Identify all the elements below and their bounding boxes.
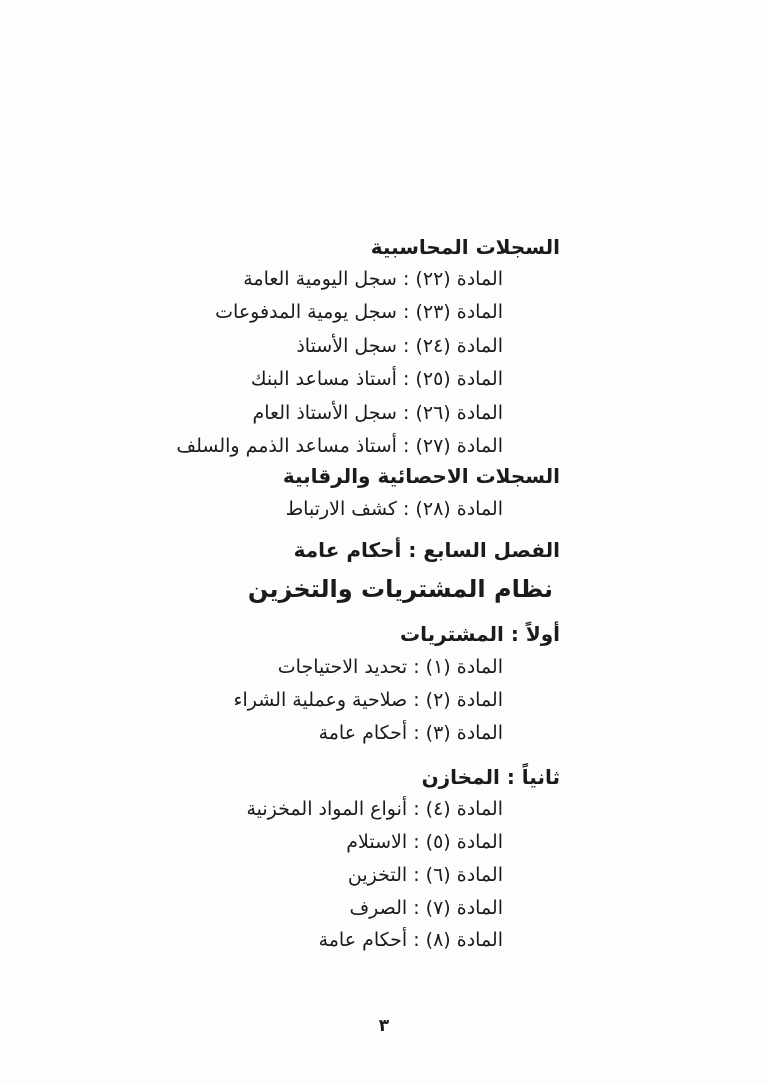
toc-entry: المادة (٥) : الاستلام	[346, 831, 503, 853]
toc-entry: المادة (٢٥) : أستاذ مساعد البنك	[250, 368, 503, 390]
page-number: ٣	[378, 1016, 390, 1036]
section-heading: السجلات المحاسبية	[370, 235, 560, 259]
toc-entry: المادة (١) : تحديد الاحتياجات	[277, 656, 503, 678]
toc-entry: المادة (٢٦) : سجل الأستاذ العام	[252, 402, 503, 424]
toc-entry: المادة (٢٨) : كشف الارتباط	[285, 498, 503, 520]
toc-entry: المادة (٨) : أحكام عامة	[318, 929, 503, 951]
subsection-heading: ثانياً : المخازن	[421, 765, 560, 789]
toc-entry: المادة (٧) : الصرف	[349, 897, 503, 919]
toc-entry: المادة (٢٧) : أستاذ مساعد الذمم والسلف	[176, 435, 503, 457]
toc-entry: المادة (٢) : صلاحية وعملية الشراء	[233, 689, 503, 711]
chapter-title: نظام المشتريات والتخزين	[247, 575, 553, 603]
subsection-heading: أولاً : المشتريات	[400, 622, 560, 646]
toc-entry: المادة (٢٤) : سجل الأستاذ	[296, 335, 503, 357]
toc-entry: المادة (٤) : أنواع المواد المخزنية	[246, 798, 503, 820]
section-heading: السجلات الاحصائية والرقابية	[282, 464, 560, 488]
toc-entry: المادة (٢٣) : سجل يومية المدفوعات	[215, 301, 503, 323]
section-heading: الفصل السابع : أحكام عامة	[293, 538, 560, 562]
toc-entry: المادة (٢٢) : سجل اليومية العامة	[243, 268, 503, 290]
toc-entry: المادة (٦) : التخزين	[347, 864, 503, 886]
toc-entry: المادة (٣) : أحكام عامة	[318, 722, 503, 744]
